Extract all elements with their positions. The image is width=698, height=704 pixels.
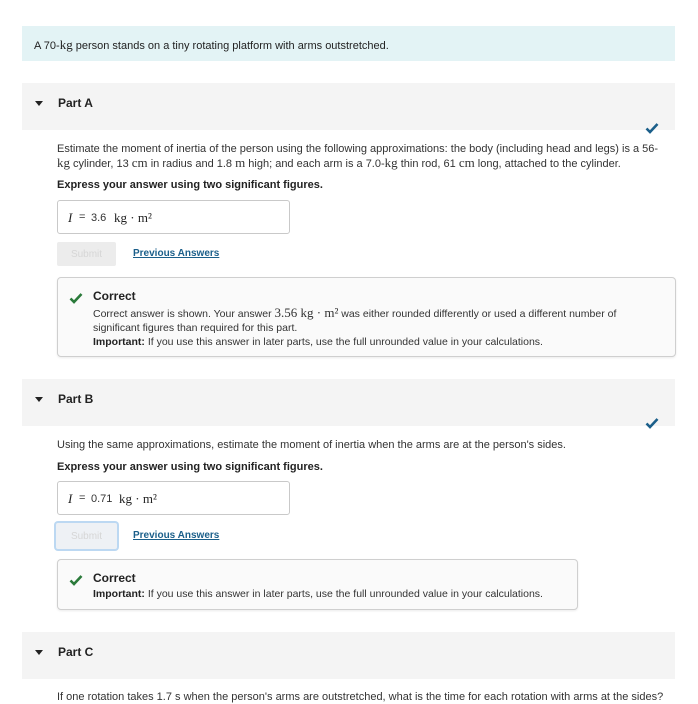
variable-label: I xyxy=(68,491,73,506)
part-a-header[interactable] xyxy=(22,83,675,130)
part-b-feedback xyxy=(57,559,578,610)
part-c-header[interactable] xyxy=(22,632,675,679)
caret-down-icon[interactable] xyxy=(35,397,43,402)
answer-value: 0.71 xyxy=(91,493,113,505)
problem-statement xyxy=(22,26,675,61)
part-a-instruction: Express your answer using two significant figures. xyxy=(57,179,323,191)
check-icon xyxy=(645,417,659,429)
variable-label: I xyxy=(68,210,73,225)
part-b-question: Using the same approximations, estimate the moment of inertia when the arms are at the person's sides. xyxy=(57,439,566,451)
feedback-title: Correct xyxy=(93,571,136,585)
check-icon xyxy=(645,122,659,134)
part-a-answer-field[interactable] xyxy=(57,200,290,234)
check-icon xyxy=(69,292,83,304)
feedback-body: Important: If you use this answer in later parts, use the full unrounded value in your calculations. xyxy=(93,588,543,600)
part-c-title: Part C xyxy=(58,645,94,659)
answer-unit: kg · m² xyxy=(119,491,157,506)
problem-text: A 70- xyxy=(34,40,60,52)
part-b-submit-button[interactable]: Submit xyxy=(56,523,117,549)
feedback-title: Correct xyxy=(93,289,136,303)
unit-kg: kg xyxy=(59,37,73,52)
equals-sign: = xyxy=(79,492,86,504)
part-a-submit-button[interactable]: Submit xyxy=(57,242,116,266)
part-b-previous-answers-link[interactable]: Previous Answers xyxy=(133,530,220,541)
part-b-title: Part B xyxy=(58,392,94,406)
check-icon xyxy=(69,574,83,586)
caret-down-icon[interactable] xyxy=(35,101,43,106)
part-b-instruction: Express your answer using two significant figures. xyxy=(57,461,323,473)
part-c-question: If one rotation takes 1.7 s when the person's arms are outstretched, what is the time for each rotation with arms at the sides? xyxy=(57,691,664,703)
part-a-feedback xyxy=(57,277,676,357)
problem-text-rest: person stands on a tiny rotating platform with arms outstretched. xyxy=(72,40,389,52)
caret-down-icon[interactable] xyxy=(35,650,43,655)
answer-value: 3.6 xyxy=(91,212,107,224)
equals-sign: = xyxy=(79,211,86,223)
feedback-body: Correct answer is shown. Your answer 3.56 kg · m² was either rounded differently or used a different number of significant figures than required for this part. Important: If you use this answer in later parts, use the full unrounded value in your calculations. xyxy=(93,305,617,348)
part-b-header[interactable] xyxy=(22,379,675,426)
part-a-question: Estimate the moment of inertia of the person using the following approximations: the body (including head and legs) is a 56-kg cylinder, 13 cm in radius and 1.8 m high; and each arm is a 7.0-kg thin rod, 61 cm long, attached to the cylinder. xyxy=(57,143,659,170)
answer-unit: kg · m² xyxy=(114,210,152,225)
part-b-answer-field[interactable] xyxy=(57,481,290,515)
part-a-previous-answers-link[interactable]: Previous Answers xyxy=(133,248,220,259)
part-a-title: Part A xyxy=(58,96,93,110)
